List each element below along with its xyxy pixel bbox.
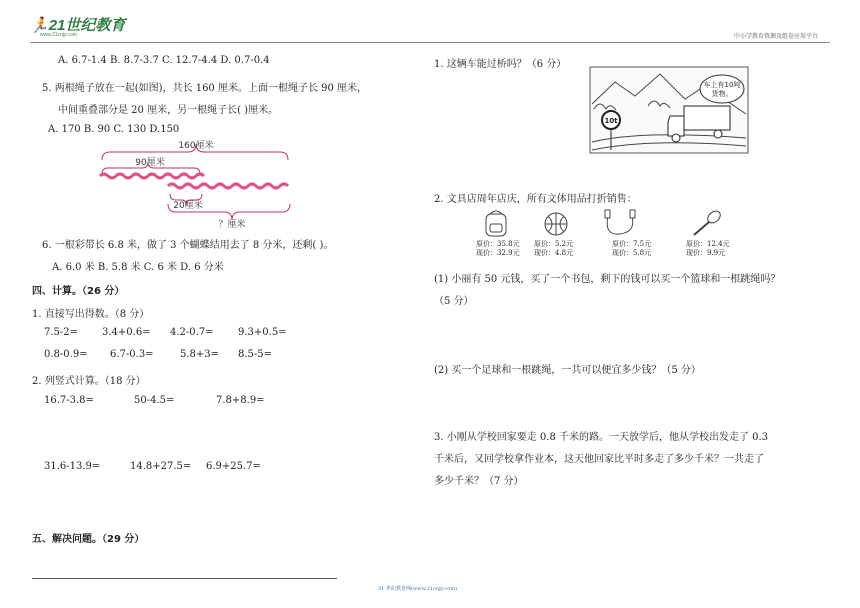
truck-cargo: [684, 106, 730, 130]
product-sale-price: 现价：9.9元: [686, 249, 726, 257]
section4-title: 四、计算。（26 分）: [32, 286, 125, 297]
q4-options: A. 6.7-1.4 B. 8.7-3.7 C. 12.7-4.4 D. 0.7-0.4: [58, 55, 270, 66]
section5-title: 五、解决问题。（29 分）: [32, 534, 145, 545]
calc2-title: 2. 列竖式计算。（18 分）: [32, 376, 146, 387]
product-price: [686, 240, 730, 258]
r-q3-line3: 多少千米？（7 分）: [434, 476, 524, 487]
calc2-item: 7.8+8.9=: [216, 395, 265, 406]
product-original-price: 原价：35.8元: [476, 240, 520, 248]
platform-title: 中小学教育资源及组卷应用平台: [733, 33, 818, 40]
q5-text-line2: 中间重叠部分是 20 厘米，另一根绳子长( )厘米。: [58, 105, 279, 116]
total-label: 160厘米: [178, 141, 214, 151]
calc1-item: 6.7-0.3=: [110, 349, 154, 360]
basketball-icon: [536, 208, 576, 238]
r-q2-2: (2) 买一个足球和一根跳绳，一共可以便宜多少钱？（5 分）: [434, 365, 701, 376]
product-price: [476, 240, 520, 258]
calc2-item: 6.9+25.7=: [206, 461, 261, 472]
backpack-icon: [476, 208, 516, 238]
truck-wheel-icon: [714, 130, 722, 138]
product-sale-price: 现价：4.8元: [534, 249, 574, 257]
calc1-item: 3.4+0.6=: [102, 327, 151, 338]
footer-divider: [32, 578, 337, 579]
r-q2-1-line1: (1) 小丽有 50 元钱，买了一个书包，剩下的钱可以买一个篮球和一根跳绳吗？: [434, 274, 781, 285]
calc1-item: 9.3+0.5=: [238, 327, 287, 338]
speech-line2: 货物。: [711, 90, 733, 98]
logo-text: 21世纪教育: [48, 17, 126, 34]
weight-limit-text: 10t: [604, 117, 618, 125]
header-divider: [30, 42, 830, 43]
calc1-item: 5.8+3=: [180, 349, 220, 360]
r-q3-line2: 千米后，又回学校拿作业本，这天他回家比平时多走了多少千米？一共走了: [434, 454, 764, 465]
r-q1-title: 1. 这辆车能过桥吗？（6 分）: [434, 59, 567, 70]
product-sale-price: 现价：32.9元: [476, 249, 520, 257]
speech-line1: 车上有10吨: [703, 81, 741, 89]
r-q3-line1: 3. 小刚从学校回家要走 0.8 千米的路。一天放学后，他从学校出发走了 0.3: [434, 432, 769, 443]
calc1-item: 8.5-5=: [238, 349, 273, 360]
speech-bubble: [700, 75, 744, 103]
q6-options: A. 6.0 米 B. 5.8 米 C. 6 米 D. 6 分米: [52, 262, 224, 273]
product-original-price: 原价：5.2元: [534, 240, 574, 248]
q5-text-line1: 5. 两根绳子放在一起(如图)，共长 160 厘米。上面一根绳子长 90 厘米，: [42, 83, 368, 94]
unknown-label: ？厘米: [218, 220, 246, 230]
r-q2-1-line2: （5 分）: [434, 296, 474, 307]
badminton-racket-icon: [686, 208, 726, 238]
product-original-price: 原价：7.5元: [612, 240, 652, 248]
calc2-item: 16.7-3.8=: [44, 395, 94, 406]
top-label: 90厘米: [135, 158, 165, 168]
logo-url: www.21cnjy.com: [40, 32, 77, 38]
calc1-item: 0.8-0.9=: [44, 349, 88, 360]
product-price: [612, 240, 651, 258]
calc1-item: 4.2-0.7=: [170, 327, 214, 338]
calc2-item: 14.8+27.5=: [130, 461, 192, 472]
calc2-item: 50-4.5=: [134, 395, 175, 406]
calc2-item: 31.6-13.9=: [44, 461, 101, 472]
product-price: [534, 240, 573, 258]
q6-text: 6. 一根彩带长 6.8 米，做了 3 个蝴蝶结用去了 8 分米，还剩( )。: [42, 240, 334, 251]
overlap-label: 20厘米: [173, 201, 203, 211]
top-rope: [100, 174, 204, 178]
calc1-item: 7.5-2=: [44, 327, 79, 338]
rope-diagram: [96, 138, 306, 230]
bottom-rope: [168, 184, 288, 188]
q5-options: A. 170 B. 90 C. 130 D.150: [48, 124, 180, 135]
runner-icon: 🏃: [30, 17, 49, 34]
r-q2-title: 2. 文具店周年店庆，所有文体用品打折销售：: [434, 194, 637, 205]
calc1-title: 1. 直接写出得数。（8 分）: [32, 309, 150, 320]
truck-wheel-icon: [672, 134, 680, 142]
truck-cab: [668, 116, 684, 136]
jump-rope-icon: [600, 208, 640, 238]
footer-link[interactable]: 21 世纪教育网(www.21cnjy.com): [378, 586, 457, 592]
bridge-illustration: [580, 64, 760, 156]
product-sale-price: 现价：5.8元: [612, 249, 652, 257]
product-original-price: 原价：12.4元: [686, 240, 730, 248]
